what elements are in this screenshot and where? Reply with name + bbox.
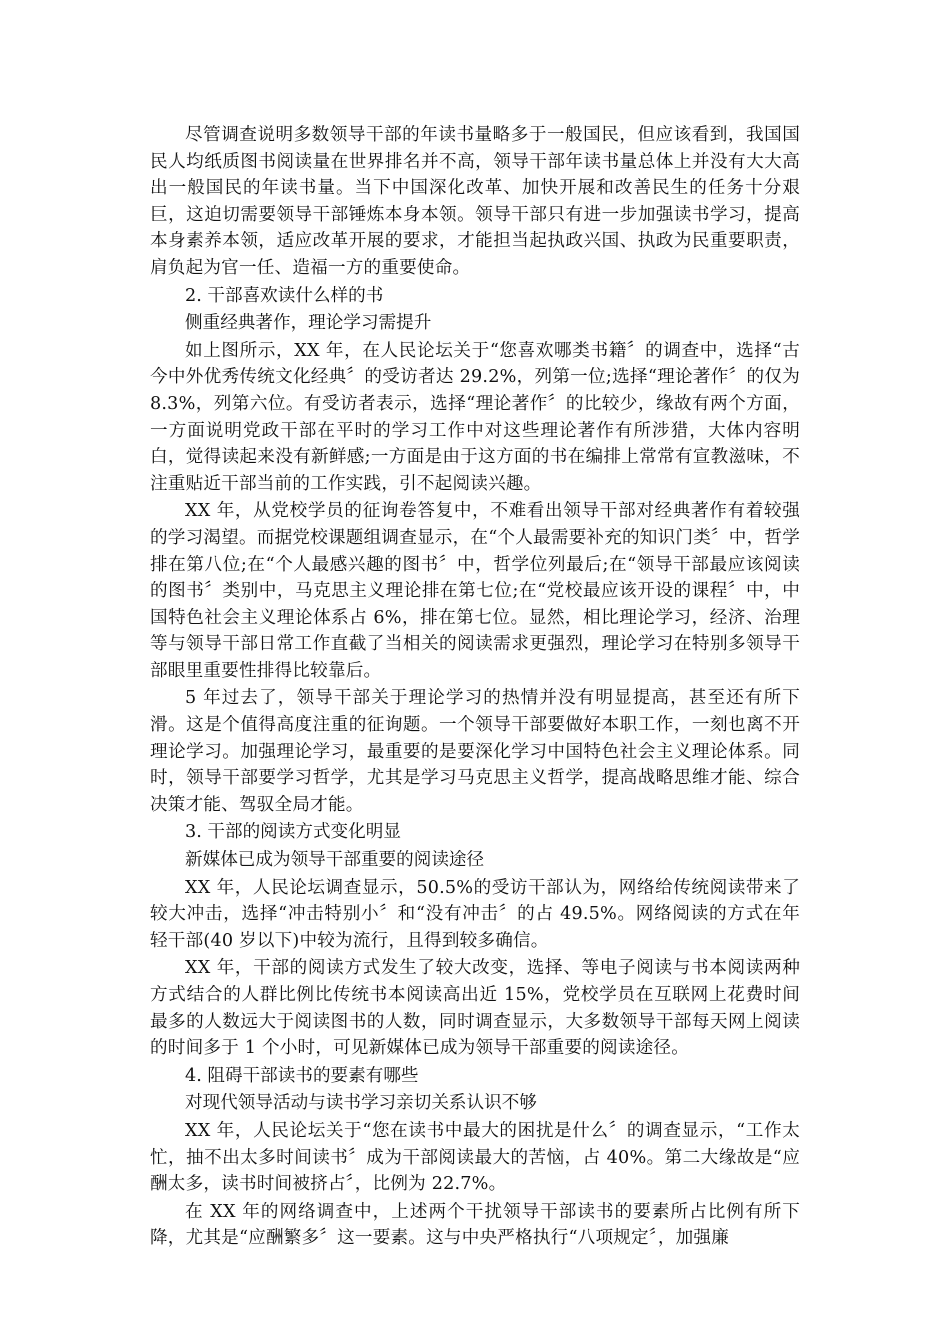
paragraph-network-survey: 在 XX 年的网络调查中，上述两个干扰领导干部读书的要素所占比例有所下降，尤其是“应酬繁多〞这一要素。这与中央严格执行“八项规定〞，加强廉: [150, 1201, 800, 1249]
subheading-classic-works: 侧重经典著作，理论学习需提升: [185, 313, 432, 334]
subheading-obstacles: 对现代领导活动与读书学习亲切关系认识不够: [185, 1093, 537, 1114]
paragraph-survey-book-types: 如上图所示，XX 年，在人民论坛关于“您喜欢哪类书籍〞的调查中，选择“古今中外优秀传统文化经典〞的受访者达 29.2%，列第一位;选择“理论著作〞的仅为 8.3%，列第六位。有受访者表示，选择“理论著作〞的比较少，缘故有两个方面，一方面说明党政干部在平时的学习工作中对这些理论著作有所涉猎，大体内容明白，觉得读起来没有新鲜感;一方面是由于这方面的书在编排上常常有宣教滋味，不注重贴近干部当前的工作实践，引不起阅读兴趣。: [150, 340, 800, 494]
section-heading-3: 3. 干部的阅读方式变化明显: [185, 822, 401, 843]
section-heading-2: 2. 干部喜欢读什么样的书: [185, 285, 384, 306]
subheading-new-media: 新媒体已成为领导干部重要的阅读途径: [185, 850, 485, 871]
paragraph-reading-mode-change: XX 年，干部的阅读方式发生了较大改变，选择、等电子阅读与书本阅读两种方式结合的人群比例比传统书本阅读高出近 15%，党校学员在互联网上花费时间最多的人数远大于阅读图书的人数，同时调查显示，大多数领导干部每天网上阅读的时间多于 1 个小时，可见新媒体已成为领导干部重要的阅读途径。: [150, 958, 800, 1059]
paragraph-reading-volume: 尽管调查说明多数领导干部的年读书量略多于一般国民，但应该看到，我国国民人均纸质图书阅读量在世界排名并不高，领导干部年读书量总体上并没有大大高出一般国民的年读书量。当下中国深化改革、加快开展和改善民生的任务十分艰巨，这迫切需要领导干部锤炼本身本领。领导干部只有进一步加强读书学习，提高本身素养本领，适应改革开展的要求，才能担当起执政兴国、执政为民重要职责，肩负起为官一任、造福一方的重要使命。: [150, 125, 800, 278]
paragraph-network-impact: XX 年，人民论坛调查显示，50.5%的受访干部认为，网络给传统阅读带来了较大冲击，选择“冲击特别小〞和“没有冲击〞的占 49.5%。网络阅读的方式在年轻干部(40 岁以下)中较为流行，且得到较多确信。: [150, 877, 800, 951]
section-heading-4: 4. 阻碍干部读书的要素有哪些: [185, 1065, 419, 1086]
paragraph-theory-study: 5 年过去了，领导干部关于理论学习的热情并没有明显提高，甚至还有所下滑。这是个值得高度注重的征询题。一个领导干部要做好本职工作，一刻也离不开理论学习。加强理论学习，最重要的是要深化学习中国特色社会主义理论体系。同时，领导干部要学习哲学，尤其是学习马克思主义哲学，提高战略思维才能、综合决策才能、驾驭全局才能。: [150, 688, 800, 815]
paragraph-party-school-survey: XX 年，从党校学员的征询卷答复中，不难看出领导干部对经典著作有着较强的学习渴望。而据党校课题组调查显示，在“个人最需要补充的知识门类〞中，哲学排在第八位;在“个人最感兴趣的图书〞中，哲学位列最后;在“领导干部最应该阅读的图书〞类别中，马克思主义理论排在第七位;在“党校最应该开设的课程〞中，中国特色社会主义理论体系占 6%，排在第七位。显然，相比理论学习，经济、治理等与领导干部日常工作直截了当相关的阅读需求更强烈，理论学习在特别多领导干部眼里重要性排得比较靠后。: [150, 501, 800, 681]
paragraph-biggest-trouble: XX 年，人民论坛关于“您在读书中最大的困扰是什么〞的调查显示，“工作太忙，抽不出太多时间读书〞成为干部阅读最大的苦恼，占 40%。第二大缘故是“应酬太多，读书时间被挤占〞，比例为 22.7%。: [150, 1120, 800, 1195]
document-page: [150, 122, 800, 1252]
